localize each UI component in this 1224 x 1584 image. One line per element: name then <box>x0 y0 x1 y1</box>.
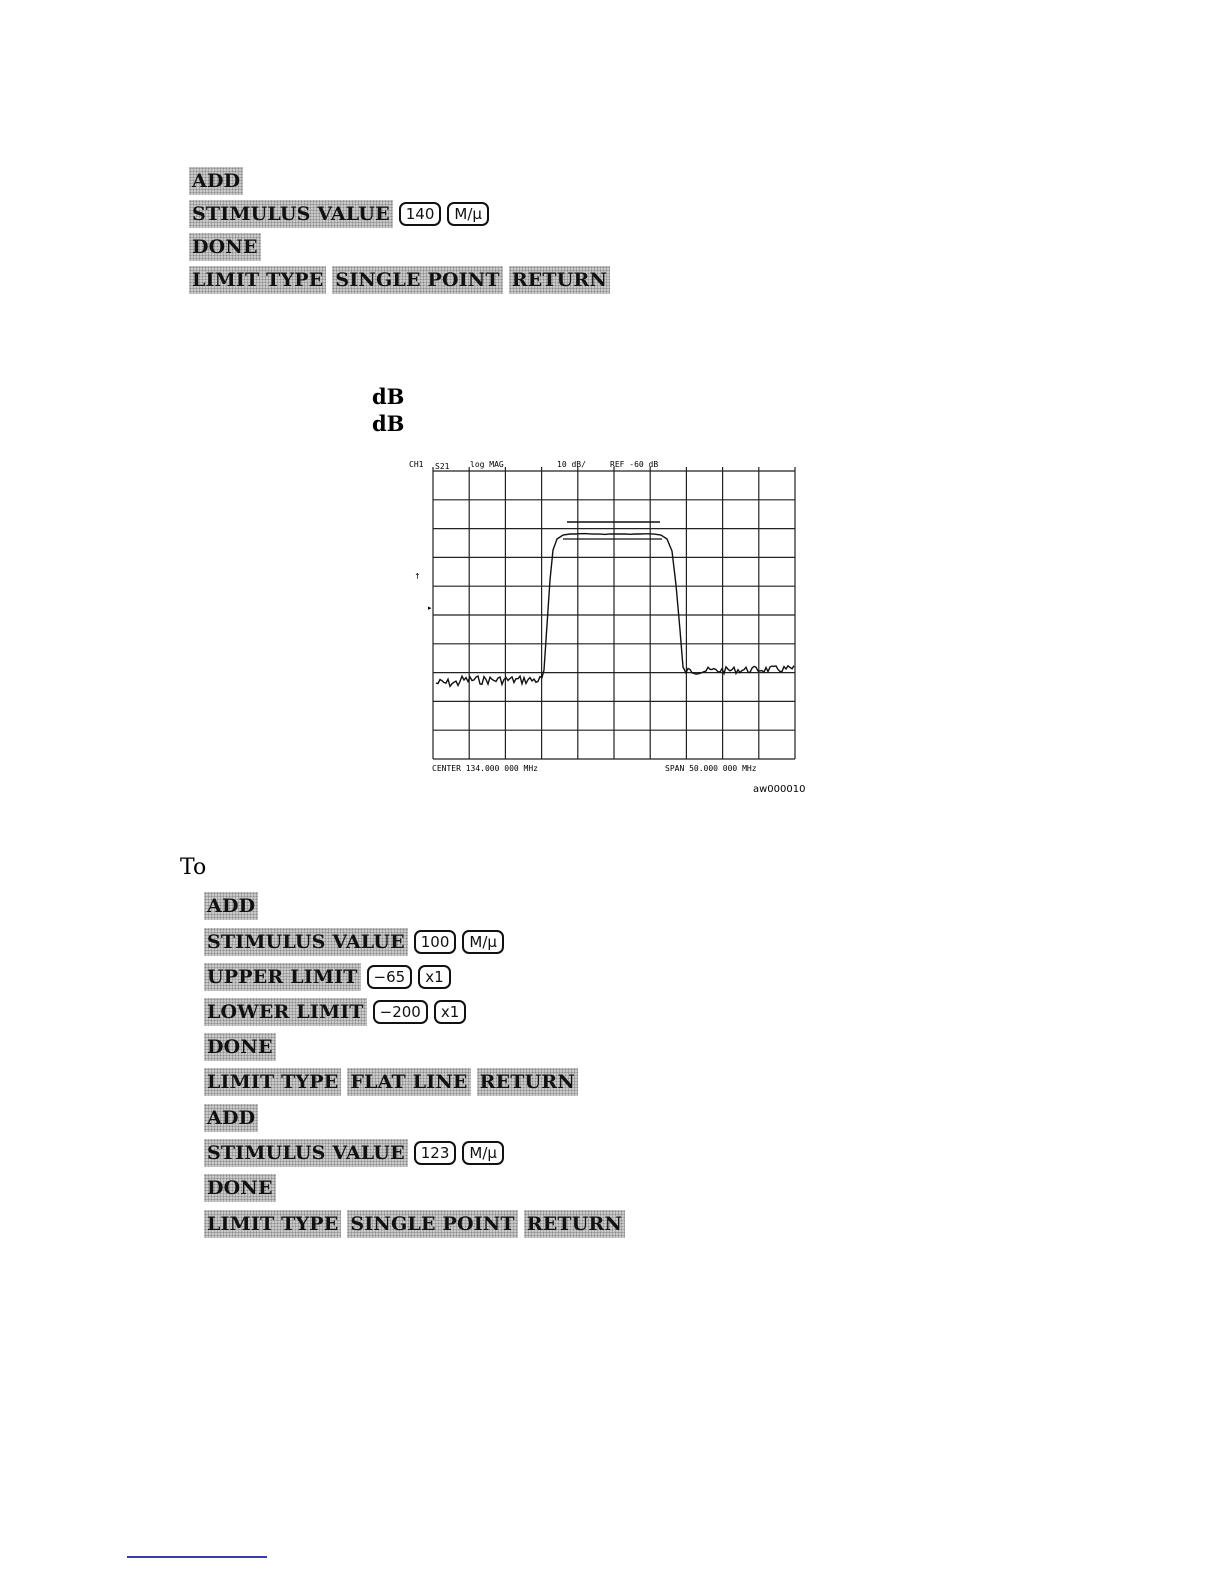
softkey-done[interactable]: DONE <box>204 1033 276 1061</box>
text-fragment-db: dB <box>372 384 405 409</box>
hardkey-units[interactable]: M/μ <box>462 1141 504 1165</box>
softkey-return[interactable]: RETURN <box>524 1210 625 1238</box>
plot-grid <box>433 467 795 759</box>
figure-id: aw000010 <box>753 784 806 795</box>
hardkey-units[interactable]: x1 <box>434 1000 466 1024</box>
footer-span: SPAN 50.000 000 MHz <box>665 764 757 773</box>
softkey-lower-limit[interactable]: LOWER LIMIT <box>204 998 367 1026</box>
hardkey-units[interactable]: M/μ <box>447 202 489 226</box>
hardkey-units[interactable]: x1 <box>418 965 450 989</box>
keystroke-line <box>204 1067 578 1097</box>
hardkey-number[interactable]: −200 <box>373 1000 428 1024</box>
softkey-stimulus-value[interactable]: STIMULUS VALUE <box>204 1139 408 1167</box>
analyzer-plot-figure <box>400 455 820 800</box>
softkey-add[interactable]: ADD <box>189 167 243 195</box>
softkey-add[interactable]: ADD <box>204 1104 258 1132</box>
softkey-return[interactable]: RETURN <box>477 1068 578 1096</box>
keystroke-line <box>204 1173 276 1203</box>
header-scale: 10 dB/ <box>557 460 586 469</box>
softkey-stimulus-value[interactable]: STIMULUS VALUE <box>204 928 408 956</box>
ref-level-marker: ▸ <box>428 604 432 612</box>
keystroke-line <box>189 166 243 196</box>
keystroke-line <box>189 265 610 295</box>
keystroke-line <box>204 997 466 1027</box>
keystroke-line <box>204 962 451 992</box>
softkey-limit-type[interactable]: LIMIT TYPE <box>189 266 326 294</box>
keystroke-line <box>189 232 261 262</box>
analyzer-plot <box>400 455 820 800</box>
softkey-limit-type[interactable]: LIMIT TYPE <box>204 1068 341 1096</box>
header-channel: CH1 <box>409 460 424 469</box>
softkey-flat-line[interactable]: FLAT LINE <box>347 1068 470 1096</box>
header-param: S21 <box>435 462 450 471</box>
softkey-done[interactable]: DONE <box>204 1174 276 1202</box>
softkey-upper-limit[interactable]: UPPER LIMIT <box>204 963 361 991</box>
keystroke-line <box>204 1103 258 1133</box>
ref-arrow-marker: ↑ <box>414 572 421 581</box>
keystroke-line <box>204 927 504 957</box>
footer-rule <box>127 1556 267 1558</box>
softkey-add[interactable]: ADD <box>204 892 258 920</box>
hardkey-number[interactable]: −65 <box>367 965 413 989</box>
hardkey-units[interactable]: M/μ <box>462 930 504 954</box>
header-format: log MAG <box>470 460 504 469</box>
softkey-single-point[interactable]: SINGLE POINT <box>347 1210 517 1238</box>
hardkey-number[interactable]: 140 <box>399 202 442 226</box>
softkey-stimulus-value[interactable]: STIMULUS VALUE <box>189 200 393 228</box>
text-fragment-to: To <box>180 855 207 880</box>
keystroke-line <box>204 891 258 921</box>
hardkey-number[interactable]: 100 <box>414 930 457 954</box>
footer-center: CENTER 134.000 000 MHz <box>432 764 538 773</box>
keystroke-line <box>204 1032 276 1062</box>
header-ref: REF -60 dB <box>610 460 659 469</box>
softkey-single-point[interactable]: SINGLE POINT <box>332 266 502 294</box>
keystroke-line <box>204 1209 625 1239</box>
softkey-done[interactable]: DONE <box>189 233 261 261</box>
keystroke-line <box>189 199 489 229</box>
softkey-return[interactable]: RETURN <box>509 266 610 294</box>
measurement-trace <box>436 534 794 687</box>
keystroke-line <box>204 1138 504 1168</box>
text-fragment-db: dB <box>372 411 405 436</box>
softkey-limit-type[interactable]: LIMIT TYPE <box>204 1210 341 1238</box>
hardkey-number[interactable]: 123 <box>414 1141 457 1165</box>
